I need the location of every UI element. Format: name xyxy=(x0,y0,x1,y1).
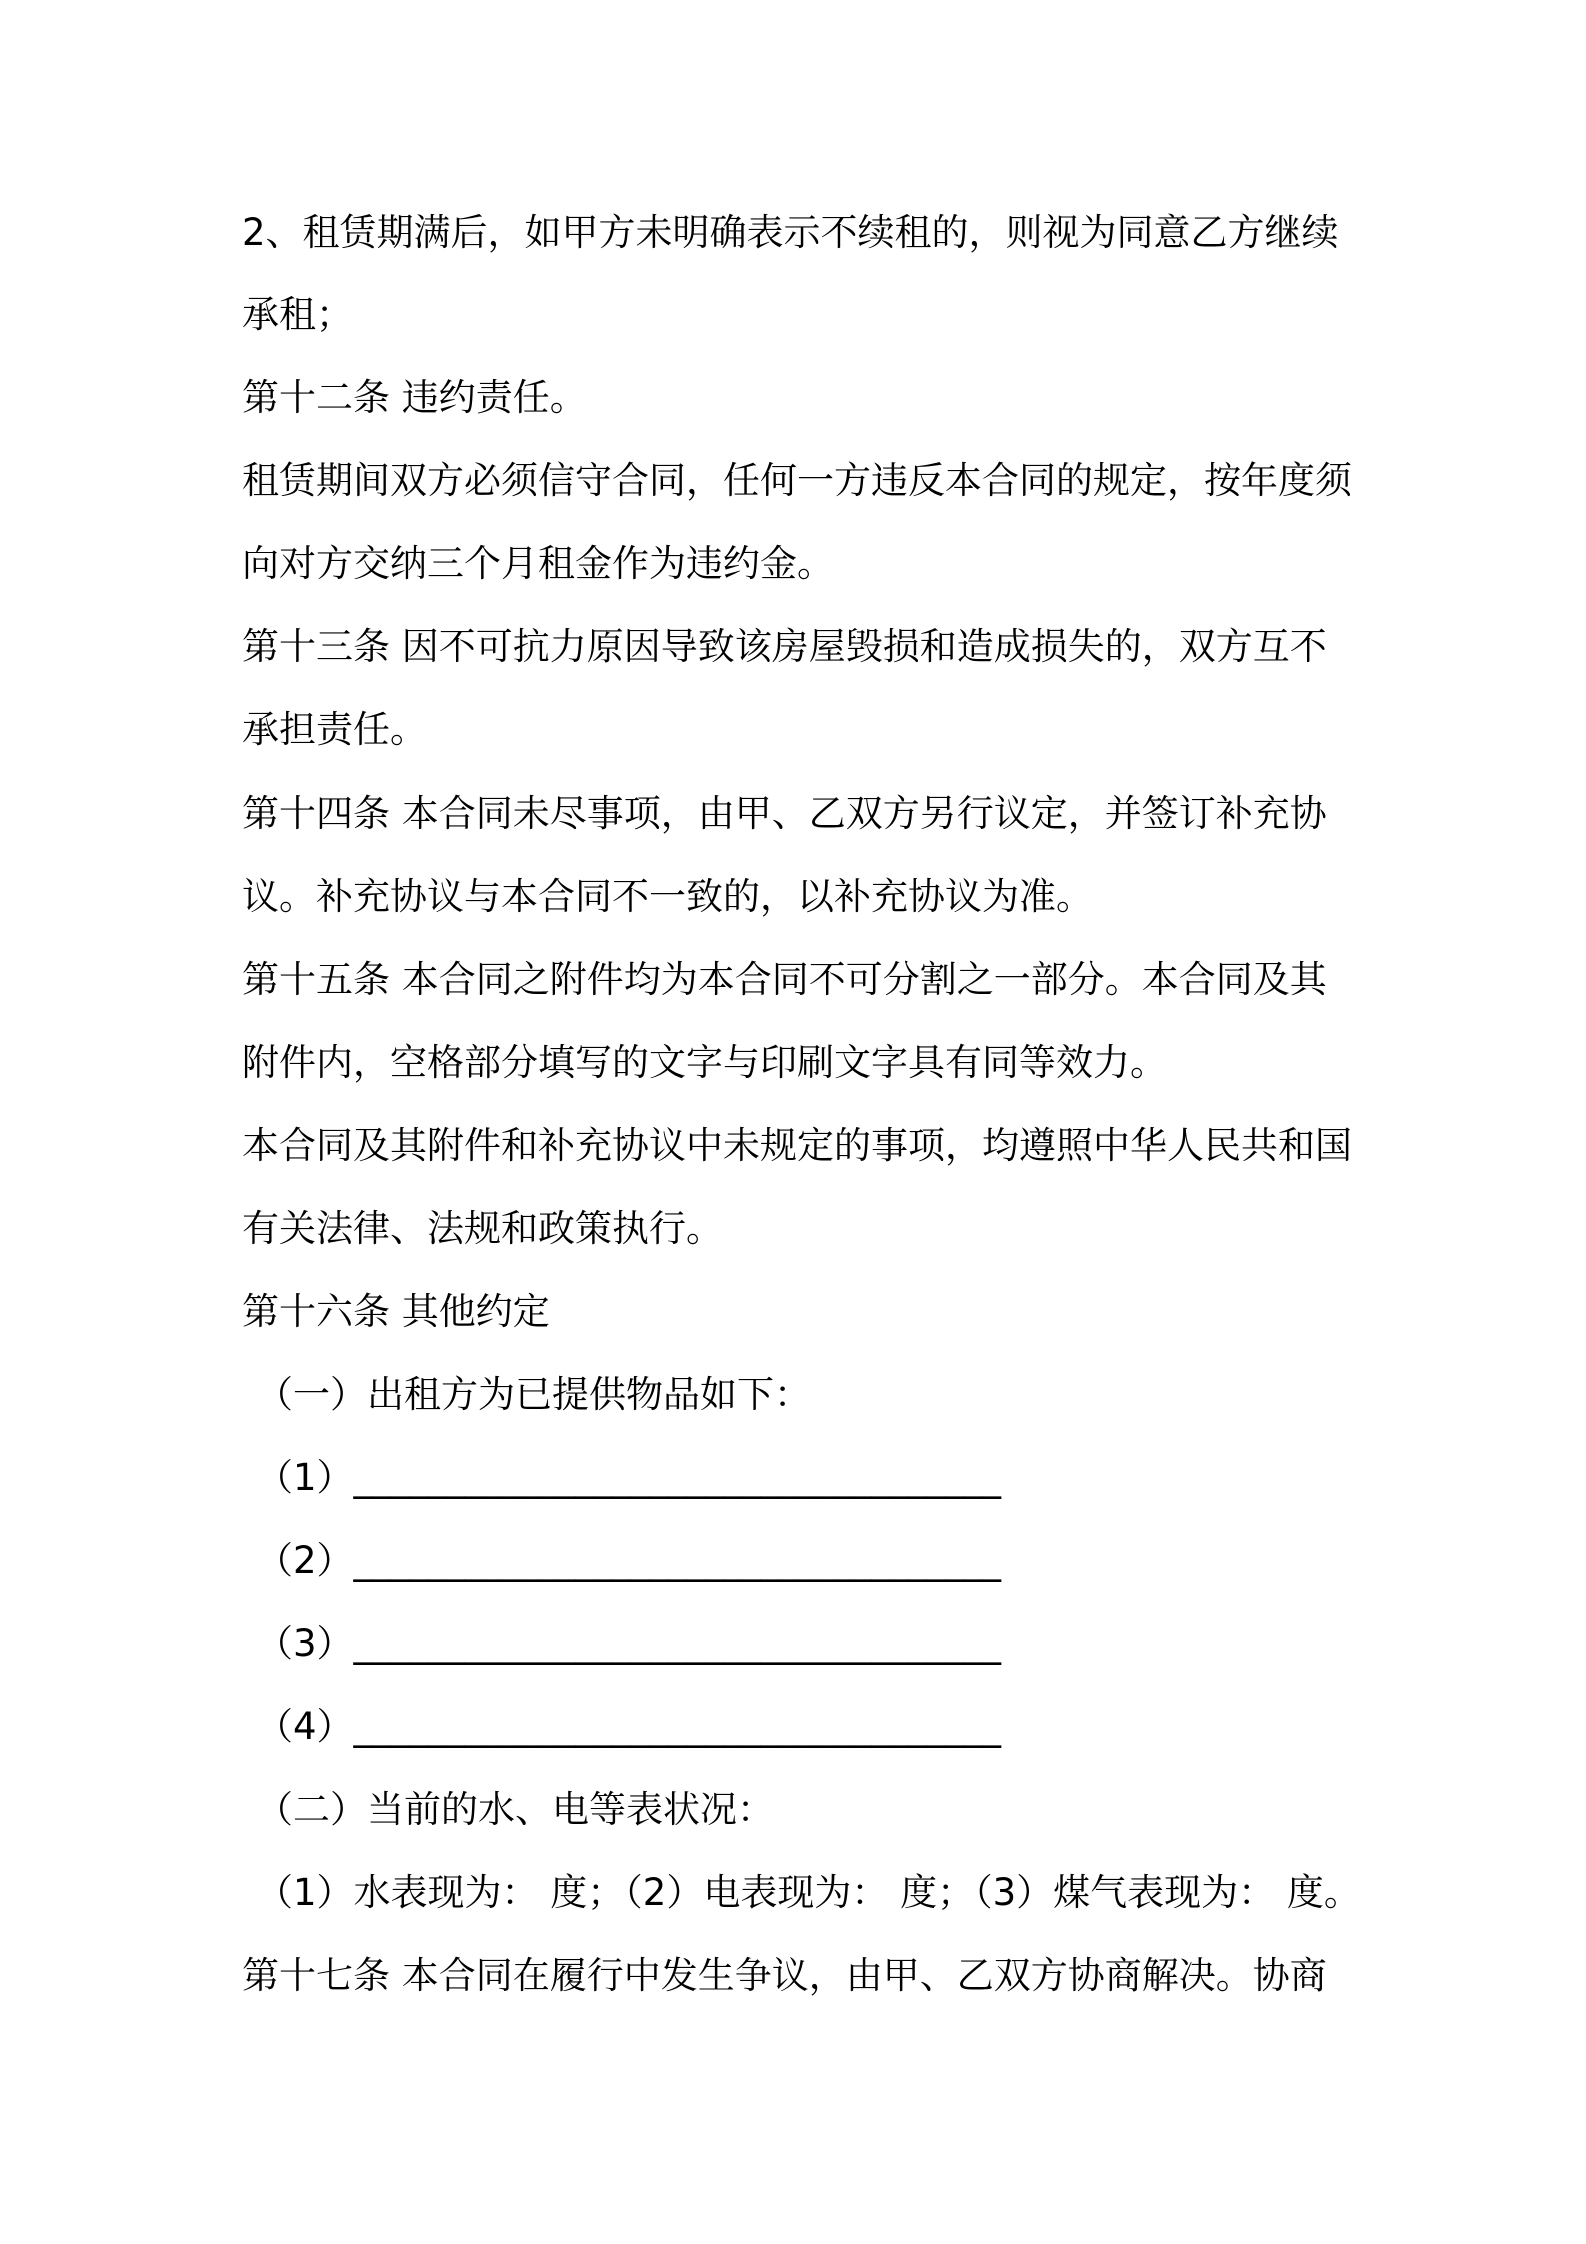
article-12-heading: 第十二条 违约责任。 xyxy=(242,376,587,419)
provided-items-heading: （一）出租方为已提供物品如下： xyxy=(256,1373,811,1416)
article-13-line-1: 第十三条 因不可抗力原因导致该房屋毁损和造成损失的，双方互不 xyxy=(242,625,1327,668)
item-blank-2: （2）___________________________________ xyxy=(256,1539,1002,1582)
item-blank-3: （3）___________________________________ xyxy=(256,1622,1002,1665)
article-16-heading: 第十六条 其他约定 xyxy=(242,1290,550,1333)
article-13-line-2: 承担责任。 xyxy=(242,708,427,751)
text-line-1: 2、租赁期满后，如甲方未明确表示不续租的，则视为同意乙方继续 xyxy=(242,211,1339,254)
meter-status-heading: （二）当前的水、电等表状况： xyxy=(256,1788,774,1831)
article-15-line-1: 第十五条 本合同之附件均为本合同不可分割之一部分。本合同及其 xyxy=(242,958,1327,1001)
text-line-13: 有关法律、法规和政策执行。 xyxy=(242,1207,723,1250)
text-line-5: 向对方交纳三个月租金作为违约金。 xyxy=(242,542,834,585)
article-14-line-2: 议。补充协议与本合同不一致的，以补充协议为准。 xyxy=(242,875,1093,918)
meter-readings-line: （1）水表现为： 度；（2）电表现为： 度；（3）煤气表现为： 度。 xyxy=(256,1871,1361,1914)
text-line-4: 租赁期间双方必须信守合同，任何一方违反本合同的规定，按年度须 xyxy=(242,459,1352,502)
article-17-line-1: 第十七条 本合同在履行中发生争议，由甲、乙双方协商解决。协商 xyxy=(242,1954,1327,1997)
article-14-line-1: 第十四条 本合同未尽事项，由甲、乙双方另行议定，并签订补充协 xyxy=(242,792,1327,835)
article-15-line-2: 附件内，空格部分填写的文字与印刷文字具有同等效力。 xyxy=(242,1041,1167,1084)
text-line-2: 承租； xyxy=(242,293,353,336)
text-line-12: 本合同及其附件和补充协议中未规定的事项，均遵照中华人民共和国 xyxy=(242,1124,1352,1167)
item-blank-1: （1）___________________________________ xyxy=(256,1456,1002,1499)
item-blank-4: （4）___________________________________ xyxy=(256,1705,1002,1748)
